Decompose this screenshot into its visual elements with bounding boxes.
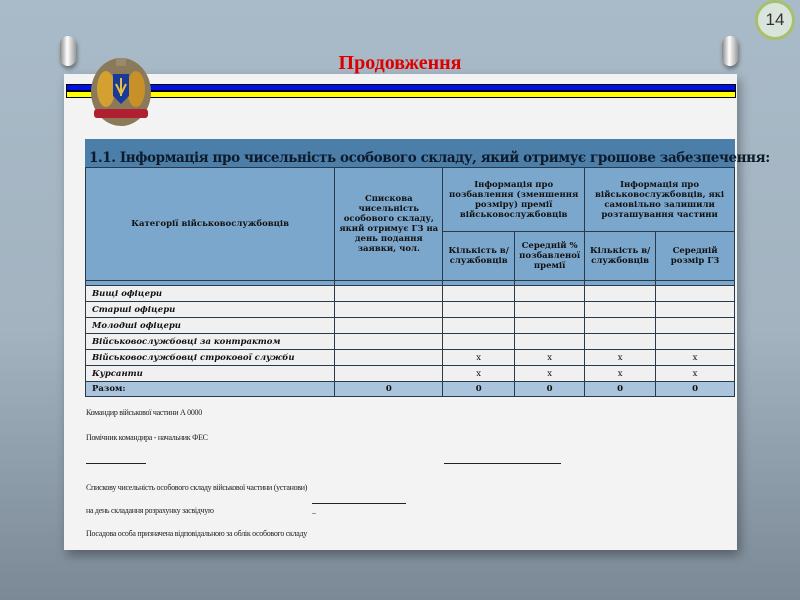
row-cell — [443, 302, 515, 318]
total-row — [86, 382, 735, 397]
row-category: Молодші офіцери — [86, 318, 335, 334]
table-row — [86, 334, 735, 350]
row-cell — [443, 334, 515, 350]
header-list-count: Спискова чисельність особового складу, який отримує ГЗ на день подання заявки, чол. — [335, 168, 443, 281]
signature-line — [312, 503, 406, 504]
row-cell: x — [443, 350, 515, 366]
page-number-badge: 14 — [755, 0, 795, 40]
row-cell — [515, 302, 585, 318]
row-cell — [515, 286, 585, 302]
row-cell — [443, 318, 515, 334]
header-group-bonus: Інформація про позбавлення (зменшення розміру) премії військовослужбовців — [443, 168, 585, 232]
row-cell — [656, 334, 735, 350]
flag-stripe-blue — [66, 84, 736, 91]
signature-line — [86, 463, 146, 464]
total-cell: 0 — [443, 382, 515, 397]
responsible-label: Посадова особа призначена відповідальною за облік особового складу — [86, 529, 307, 538]
row-cell — [515, 334, 585, 350]
row-category: Старші офіцери — [86, 302, 335, 318]
total-cell: 0 — [585, 382, 656, 397]
table-row — [86, 286, 735, 302]
row-cell — [585, 302, 656, 318]
row-category: Курсанти — [86, 366, 335, 382]
row-cell: x — [515, 366, 585, 382]
commander-label: Командир військової частини А 0000 — [86, 408, 202, 417]
total-label: Разом: — [86, 382, 335, 397]
certify-dash: _ — [312, 506, 316, 515]
header-g1-count: Кількість в/службовців — [443, 232, 515, 281]
header-g1-avg: Середній % позбавленої премії — [515, 232, 585, 281]
table-row — [86, 318, 735, 334]
row-cell — [585, 318, 656, 334]
row-cell: x — [515, 350, 585, 366]
row-cell: x — [656, 366, 735, 382]
row-cell — [656, 302, 735, 318]
personnel-table — [85, 167, 735, 397]
table-row — [86, 366, 735, 382]
row-category: Військовослужбовці строкової служби — [86, 350, 335, 366]
row-cell — [515, 318, 585, 334]
row-cell — [656, 318, 735, 334]
total-cell: 0 — [515, 382, 585, 397]
certify-label: на день складання розрахунку засвідчую — [86, 506, 214, 515]
row-cell: x — [585, 350, 656, 366]
header-group-awol: Інформація про військовослужбовців, які самовільно залишили розташування частини — [585, 168, 735, 232]
table-row — [86, 302, 735, 318]
table-title: 1.1. Інформація про чисельність особового складу, який отримує грошове забезпечення: — [85, 139, 735, 167]
row-cell: x — [443, 366, 515, 382]
row-cell: x — [585, 366, 656, 382]
row-cell: x — [656, 350, 735, 366]
row-category: Військовослужбовці за контрактом — [86, 334, 335, 350]
row-cell — [585, 286, 656, 302]
row-cell — [335, 334, 443, 350]
row-cell — [335, 366, 443, 382]
list-count-label: Спискову чисельність особового складу військової частини (установи) — [86, 483, 308, 492]
total-cell: 0 — [656, 382, 735, 397]
assistant-label: Помічник командира - начальник ФЕС — [86, 433, 208, 442]
row-cell — [656, 286, 735, 302]
header-g2-avg: Середній розмір ГЗ — [656, 232, 735, 281]
row-cell — [335, 302, 443, 318]
total-cell: 0 — [335, 382, 443, 397]
flag-stripe-yellow — [66, 91, 736, 98]
row-cell — [585, 334, 656, 350]
row-cell — [335, 350, 443, 366]
row-category: Вищі офіцери — [86, 286, 335, 302]
slide-title: Продовження — [338, 52, 462, 74]
row-cell — [335, 286, 443, 302]
table-row — [86, 350, 735, 366]
row-cell — [443, 286, 515, 302]
signature-line — [444, 463, 561, 464]
header-g2-count: Кількість в/службовців — [585, 232, 656, 281]
header-category: Категорії військовослужбовців — [86, 168, 335, 281]
row-cell — [335, 318, 443, 334]
